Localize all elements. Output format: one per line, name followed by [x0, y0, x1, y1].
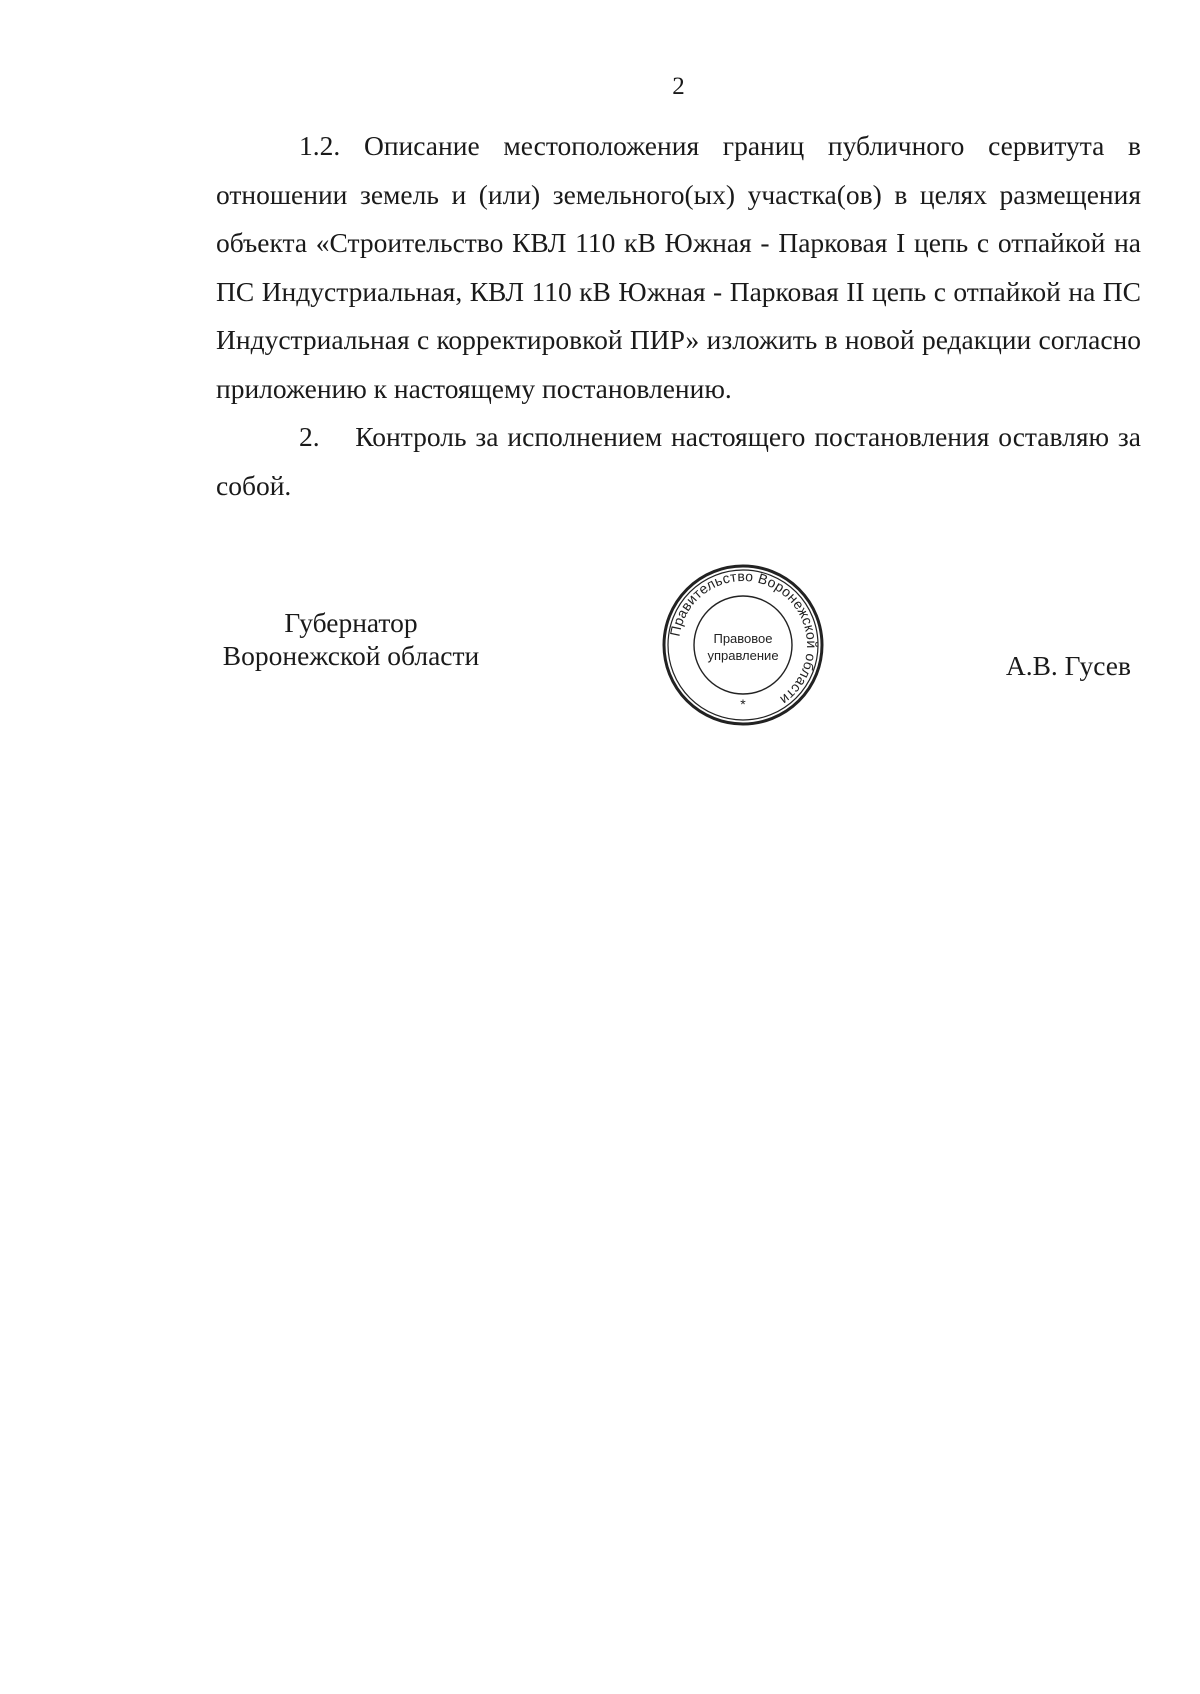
svg-text:Правительство Воронежской обла: Правительство Воронежской области — [666, 567, 821, 709]
svg-text:Правовое: Правовое — [713, 631, 773, 646]
page-number: 2 — [672, 73, 685, 100]
signer-name: А.В. Гусев — [1005, 650, 1131, 681]
svg-text:управление: управление — [707, 648, 779, 663]
paragraph-1-2: 1.2. Описание местоположения границ публичного сервитута в отношении земель и (или) земельного(ых) участка(ов) в целях размещения объекта «Строительство КВЛ 110 кВ Южная - Парковая I цепь с отпайкой на ПС Индустриальная, КВЛ 110 кВ Южная - Парковая II цепь с отпайкой на ПС Индустриальная с корректировкой ПИР» изложить в новой редакции согласно приложению к настоящему постановлению. — [216, 130, 1141, 404]
signer-title-line-1: Губернатор — [284, 607, 418, 638]
paragraph-2: 2. Контроль за исполнением настоящего постановления оставляю за собой. — [216, 421, 1148, 501]
signature-block — [216, 567, 1141, 756]
document-body — [216, 122, 1148, 510]
official-stamp — [661, 563, 825, 727]
signer-title — [216, 606, 486, 672]
svg-text:*: * — [740, 696, 746, 712]
signer-title-line-2: Воронежской области — [222, 640, 480, 671]
